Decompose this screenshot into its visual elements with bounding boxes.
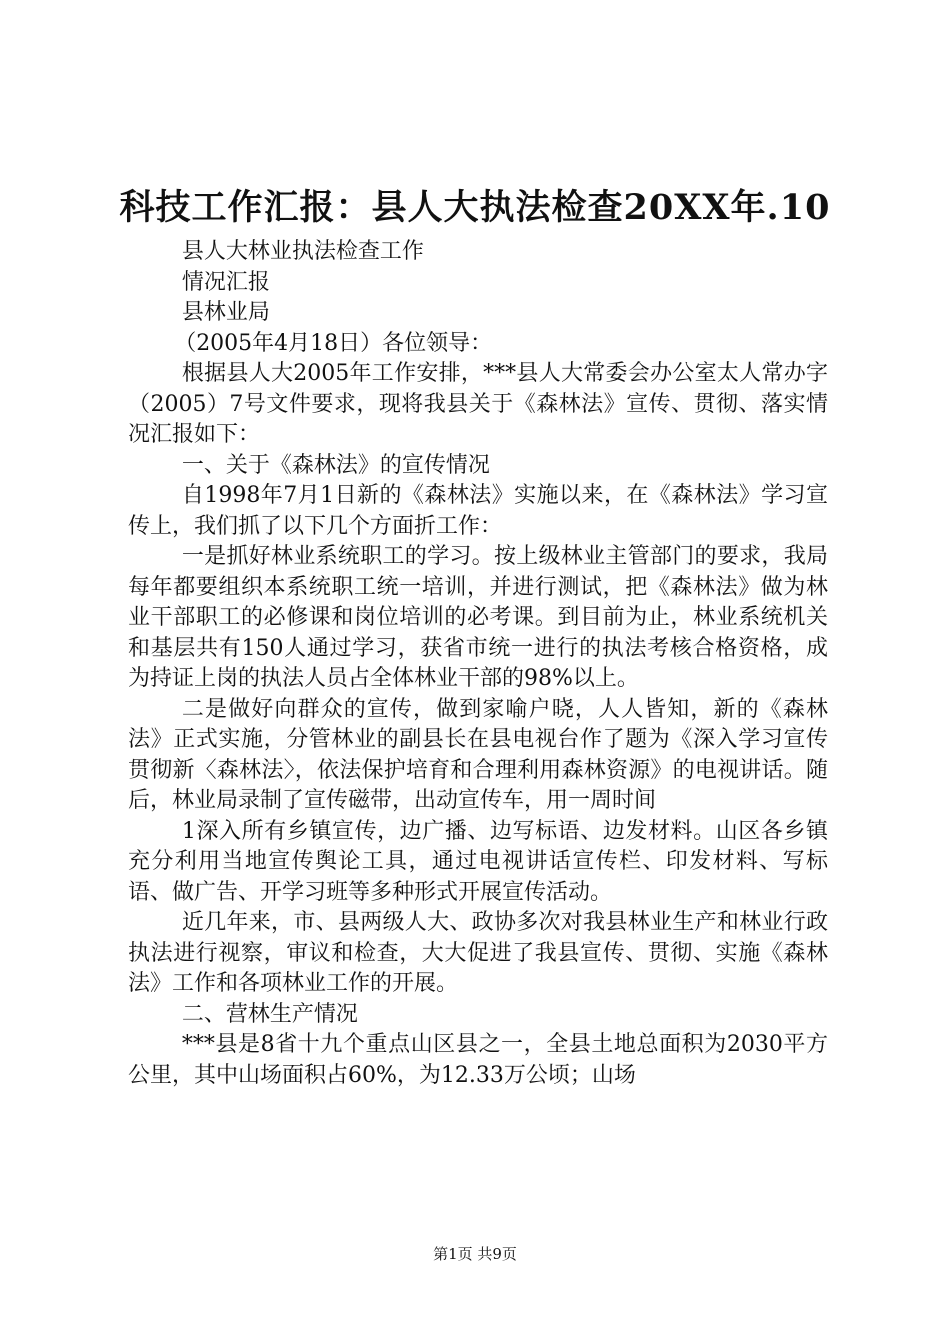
paragraph: （2005年4月18日）各位领导： <box>174 330 493 356</box>
paragraph: 二、营林生产情况 <box>181 1001 358 1027</box>
page-footer: 第1页 共9页 <box>433 1245 517 1263</box>
paragraph: 1深入所有乡镇宣传，边广播、边写标语、边发材料。山区各乡镇充分利用当地宣传舆论工具，通过电视讲话宣传栏、印发材料、写标语、做广告、开学习班等多种形式开展宣传活动。 <box>128 818 828 905</box>
paragraph: 二是做好向群众的宣传，做到家喻户晓，人人皆知，新的《森林法》正式实施，分管林业的副县长在县电视台作了题为《深入学习宣传贯彻新〈森林法〉，依法保护培育和合理利用森林资源》的电视讲话。随后，林业局录制了宣传磁带，出动宣传车，用一周时间 <box>128 696 828 813</box>
paragraph: 自1998年7月1日新的《森林法》实施以来，在《森林法》学习宣传上，我们抓了以下几个方面折工作： <box>128 483 828 539</box>
paragraph: 县林业局 <box>181 300 270 325</box>
paragraph: 根据县人大2005年工作安排，***县人大常委会办公室太人常办字（2005）7号文件要求，现将我县关于《森林法》宣传、贯彻、落实情况汇报如下： <box>128 361 828 447</box>
paragraph: 近几年来，市、县两级人大、政协多次对我县林业生产和林业行政执法进行视察，审议和检查，大大促进了我县宣传、贯彻、实施《森林法》工作和各项林业工作的开展。 <box>128 910 828 996</box>
paragraph: 情况汇报 <box>181 269 270 295</box>
document-body <box>128 237 828 1091</box>
paragraph: ***县是8省十九个重点山区县之一，全县土地总面积为2030平方公里，其中山场面积占60%，为12.33万公顷；山场 <box>128 1032 828 1088</box>
document-title: 科技工作汇报：县人大执法检查20XX年.10 <box>119 187 831 228</box>
paragraph: 一、关于《森林法》的宣传情况 <box>181 452 490 478</box>
paragraph: 县人大林业执法检查工作 <box>181 239 424 264</box>
paragraph: 一是抓好林业系统职工的学习。按上级林业主管部门的要求，我局每年都要组织本系统职工统一培训，并进行测试，把《森林法》做为林业干部职工的必修课和岗位培训的必考课。到目前为止，林业系统机关和基层共有150人通过学习，获省市统一进行的执法考核合格资格，成为持证上岗的执法人员占全体林业干部的98%以上。 <box>128 544 828 691</box>
